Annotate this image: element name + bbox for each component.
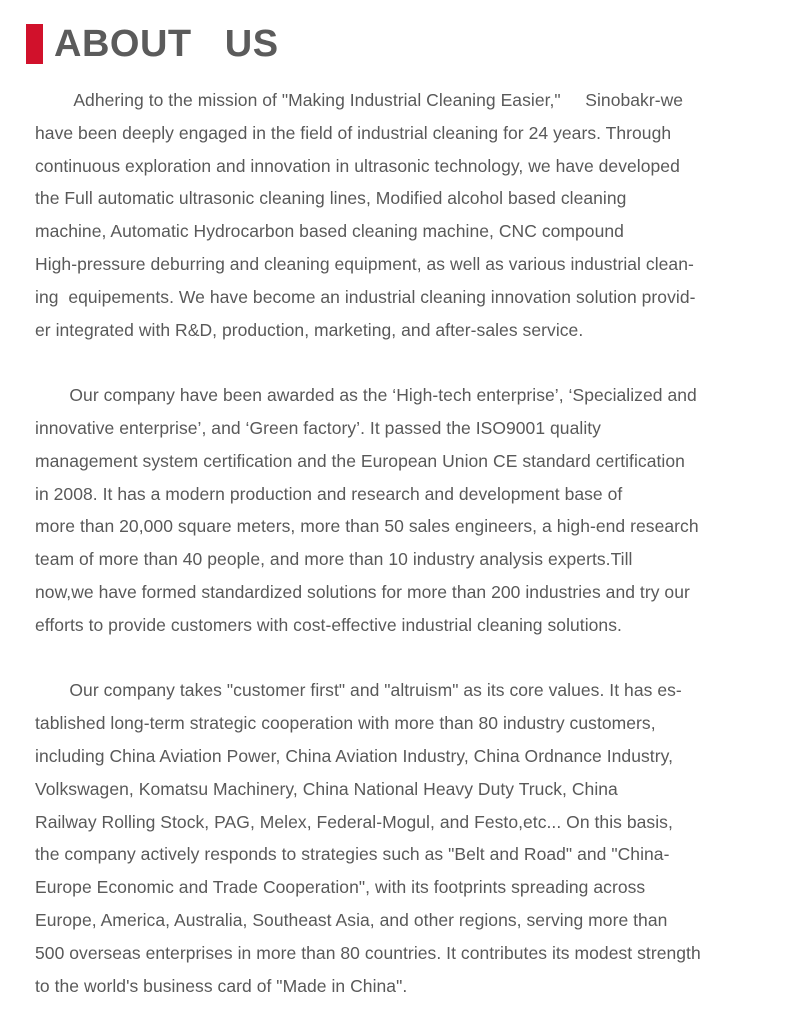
paragraph-line: Railway Rolling Stock, PAG, Melex, Federal-Mogul, and Festo,etc... On this basis, [35,811,673,832]
paragraph-line: to the world's business card of "Made in China". [35,975,408,996]
page-title: ABOUT US [54,23,279,65]
paragraph-line: ing equipements. We have become an industrial cleaning innovation solution provid- [35,286,696,307]
paragraph-line: more than 20,000 square meters, more than 50 sales engineers, a high-end research [35,516,699,537]
paragraph-line: in 2008. It has a modern production and research and development base of [35,483,623,504]
paragraph-line: the Full automatic ultrasonic cleaning lines, Modified alcohol based cleaning [35,188,627,209]
paragraph-line: 500 overseas enterprises in more than 80 countries. It contributes its modest strength [35,942,701,963]
values-paragraph [35,674,755,1002]
paragraph-line: tablished long-term strategic cooperation with more than 80 industry customers, [35,713,656,734]
paragraph-line: have been deeply engaged in the field of industrial cleaning for 24 years. Through [35,122,672,143]
paragraph-line: Volkswagen, Komatsu Machinery, China National Heavy Duty Truck, China [35,778,618,799]
paragraph-line: Europe, America, Australia, Southeast Asia, and other regions, serving more than [35,909,668,930]
awards-paragraph [35,379,755,641]
paragraph-line: Our company takes "customer first" and "altruism" as its core values. It has es- [35,680,682,701]
paragraph-line: Europe Economic and Trade Cooperation", with its footprints spreading across [35,877,646,898]
title-accent-bar [26,24,43,64]
paragraph-line: Our company have been awarded as the ‘High-tech enterprise’, ‘Specialized and [35,385,697,406]
paragraph-line: High-pressure deburring and cleaning equipment, as well as various industrial clean- [35,253,694,274]
paragraph-line: including China Aviation Power, China Aviation Industry, China Ordnance Industry, [35,745,673,766]
paragraph-line: continuous exploration and innovation in ultrasonic technology, we have developed [35,155,680,176]
paragraph-line: management system certification and the European Union CE standard certification [35,450,685,471]
paragraph-line: er integrated with R&D, production, marketing, and after-sales service. [35,319,584,340]
paragraph-line: efforts to provide customers with cost-effective industrial cleaning solutions. [35,614,622,635]
paragraph-line: the company actively responds to strategies such as "Belt and Road" and "China- [35,844,670,865]
paragraph-line: innovative enterprise’, and ‘Green factory’. It passed the ISO9001 quality [35,417,601,438]
mission-paragraph [35,84,755,346]
paragraph-line: Adhering to the mission of "Making Industrial Cleaning Easier," Sinobakr-we [35,90,684,110]
paragraph-line: team of more than 40 people, and more than 10 industry analysis experts.Till [35,549,633,570]
paragraph-line: now,we have formed standardized solutions for more than 200 industries and try our [35,581,690,602]
about-content [35,84,755,1035]
paragraph-line: machine, Automatic Hydrocarbon based cleaning machine, CNC compound [35,221,624,242]
